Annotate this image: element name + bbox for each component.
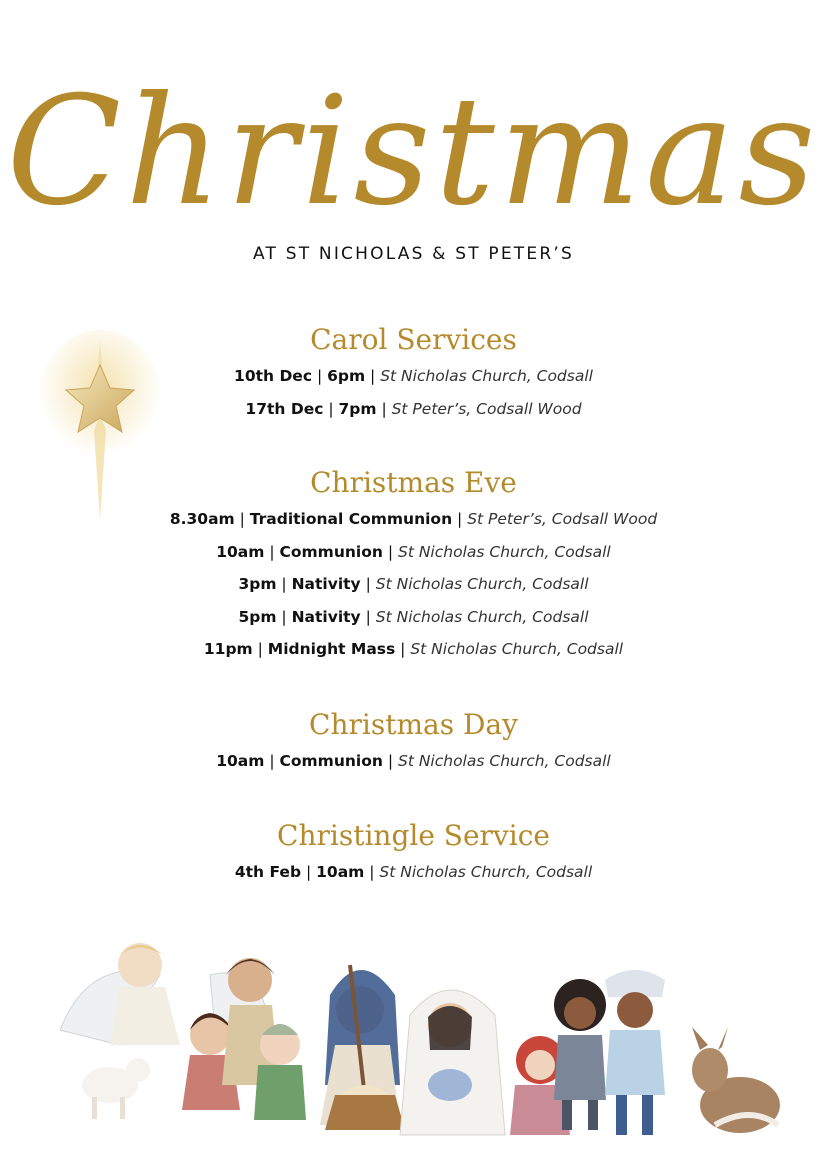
service-line: 8.30am | Traditional Communion | St Peter’s, Codsall Wood — [169, 510, 658, 528]
service-line: 17th Dec | 7pm | St Peter’s, Codsall Wood — [245, 399, 582, 418]
nativity-illustration — [50, 935, 780, 1145]
service-line: 10am | Communion | St Nicholas Church, Codsall — [216, 542, 611, 561]
christmas-script-title — [0, 18, 827, 248]
section-heading: Christingle Service — [277, 819, 550, 852]
service-line: 5pm | Nativity | St Nicholas Church, Codsall — [238, 607, 589, 626]
section-heading: Carol Services — [310, 323, 517, 356]
section-christmas-eve — [0, 463, 827, 666]
subtitle: AT ST NICHOLAS & ST PETER’S — [253, 244, 574, 264]
section-heading: Christmas Eve — [310, 466, 517, 499]
section-christmas-day — [0, 705, 827, 778]
service-line: 10am | Communion | St Nicholas Church, Codsall — [216, 752, 611, 770]
section-carol-services — [0, 320, 827, 425]
section-christingle-service — [0, 816, 827, 889]
script-title-text: Christmas — [6, 65, 820, 239]
section-heading: Christmas Day — [309, 708, 518, 741]
service-line: 10th Dec | 6pm | St Nicholas Church, Codsall — [234, 367, 593, 385]
service-line: 11pm | Midnight Mass | St Nicholas Church, Codsall — [203, 640, 624, 658]
service-line: 4th Feb | 10am | St Nicholas Church, Codsall — [234, 863, 593, 881]
service-line: 3pm | Nativity | St Nicholas Church, Codsall — [238, 575, 589, 593]
